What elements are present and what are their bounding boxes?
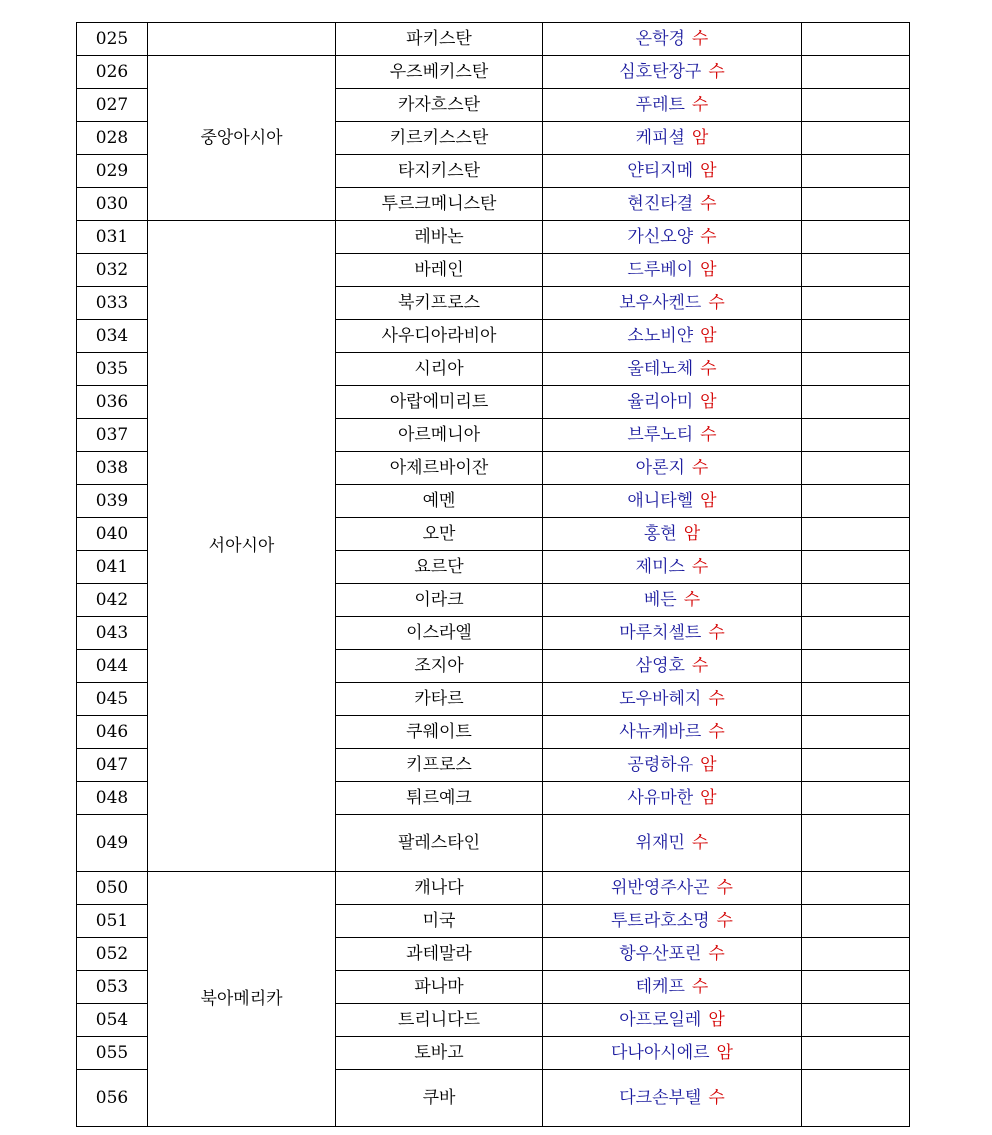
- row-number: 040: [77, 518, 148, 551]
- row-number: 032: [77, 254, 148, 287]
- assigned-name: 테케프: [635, 976, 685, 997]
- gender-suffix: 암: [700, 391, 717, 412]
- assigned-name-cell: [543, 419, 802, 452]
- assigned-name-cell: [543, 872, 802, 905]
- country-cell: 사우디아라비아: [336, 320, 543, 353]
- country-cell: 카자흐스탄: [336, 89, 543, 122]
- row-number: 025: [77, 23, 148, 56]
- assigned-name-cell: [543, 650, 802, 683]
- gender-suffix: 수: [691, 28, 709, 49]
- assigned-name: 울테노체: [627, 358, 694, 379]
- assigned-name-cell: [543, 782, 802, 815]
- assigned-name-cell: [543, 353, 802, 386]
- country-cell: 미국: [336, 905, 543, 938]
- row-number: 048: [77, 782, 148, 815]
- row-number: 027: [77, 89, 148, 122]
- country-cell: 아르메니아: [336, 419, 543, 452]
- country-cell: 파나마: [336, 971, 543, 1004]
- row-number: 035: [77, 353, 148, 386]
- row-number: 052: [77, 938, 148, 971]
- assigned-name: 홍현: [643, 523, 677, 544]
- assigned-name: 소노비얀: [627, 325, 694, 346]
- gender-suffix: 암: [691, 127, 709, 148]
- row-number: 030: [77, 188, 148, 221]
- country-cell: 예멘: [336, 485, 543, 518]
- empty-cell: [802, 584, 910, 617]
- empty-cell: [802, 872, 910, 905]
- gender-suffix: 암: [716, 1042, 733, 1063]
- assigned-name-cell: [543, 485, 802, 518]
- empty-cell: [802, 56, 910, 89]
- country-cell: 투르크메니스탄: [336, 188, 543, 221]
- assigned-name: 아프로일레: [619, 1009, 702, 1030]
- gender-suffix: 수: [708, 1087, 725, 1108]
- assigned-name-cell: [543, 1004, 802, 1037]
- empty-cell: [802, 419, 910, 452]
- assigned-name: 아론지: [635, 457, 685, 478]
- gender-suffix: 암: [683, 523, 701, 544]
- assigned-name: 사유마한: [627, 787, 694, 808]
- row-number: 043: [77, 617, 148, 650]
- empty-cell: [802, 551, 910, 584]
- gender-suffix: 수: [691, 655, 709, 676]
- gender-suffix: 암: [700, 259, 717, 280]
- assigned-name: 온학경: [635, 28, 685, 49]
- empty-cell: [802, 650, 910, 683]
- assigned-name-cell: [543, 254, 802, 287]
- row-number: 037: [77, 419, 148, 452]
- assigned-name: 제미스: [635, 556, 685, 577]
- country-cell: 이스라엘: [336, 617, 543, 650]
- country-name-table: [76, 22, 910, 1127]
- assigned-name: 도우바헤지: [619, 688, 702, 709]
- assigned-name-cell: [543, 749, 802, 782]
- gender-suffix: 수: [691, 457, 709, 478]
- gender-suffix: 수: [708, 721, 725, 742]
- row-number: 045: [77, 683, 148, 716]
- assigned-name: 율리아미: [627, 391, 694, 412]
- empty-cell: [802, 1004, 910, 1037]
- row-number: 036: [77, 386, 148, 419]
- empty-cell: [802, 518, 910, 551]
- empty-cell: [802, 971, 910, 1004]
- assigned-name: 사뉴케바르: [619, 721, 702, 742]
- assigned-name: 공령하유: [627, 754, 694, 775]
- gender-suffix: 암: [700, 325, 717, 346]
- assigned-name-cell: [543, 56, 802, 89]
- country-cell: 트리니다드: [336, 1004, 543, 1037]
- row-number: 044: [77, 650, 148, 683]
- country-cell: 토바고: [336, 1037, 543, 1070]
- assigned-name: 가신오양: [627, 226, 694, 247]
- country-cell: 쿠바: [336, 1070, 543, 1127]
- empty-cell: [802, 815, 910, 872]
- country-cell: 캐나다: [336, 872, 543, 905]
- region-cell: [148, 23, 336, 56]
- assigned-name-cell: [543, 89, 802, 122]
- assigned-name-cell: [543, 905, 802, 938]
- assigned-name: 항우산포린: [619, 943, 702, 964]
- assigned-name: 심호탄장구: [619, 61, 702, 82]
- assigned-name-cell: [543, 221, 802, 254]
- row-number: 038: [77, 452, 148, 485]
- region-cell: 중앙아시아: [148, 56, 336, 221]
- assigned-name: 마루치셀트: [619, 622, 702, 643]
- gender-suffix: 수: [700, 358, 717, 379]
- gender-suffix: 수: [691, 556, 709, 577]
- empty-cell: [802, 89, 910, 122]
- country-cell: 북키프로스: [336, 287, 543, 320]
- gender-suffix: 수: [683, 589, 701, 610]
- assigned-name-cell: [543, 938, 802, 971]
- assigned-name-cell: [543, 386, 802, 419]
- assigned-name: 위반영주사곤: [611, 877, 710, 898]
- country-cell: 조지아: [336, 650, 543, 683]
- gender-suffix: 수: [691, 832, 709, 853]
- country-cell: 시리아: [336, 353, 543, 386]
- row-number: 055: [77, 1037, 148, 1070]
- assigned-name: 얀티지메: [627, 160, 694, 181]
- region-cell: 서아시아: [148, 221, 336, 872]
- country-cell: 팔레스타인: [336, 815, 543, 872]
- table-row: [77, 56, 910, 89]
- gender-suffix: 암: [700, 160, 717, 181]
- row-number: 054: [77, 1004, 148, 1037]
- assigned-name: 브루노티: [627, 424, 694, 445]
- assigned-name: 다나아시에르: [611, 1042, 710, 1063]
- row-number: 050: [77, 872, 148, 905]
- country-cell: 우즈베키스탄: [336, 56, 543, 89]
- assigned-name-cell: [543, 23, 802, 56]
- table-row: [77, 221, 910, 254]
- empty-cell: [802, 254, 910, 287]
- assigned-name: 삼영호: [635, 655, 685, 676]
- gender-suffix: 암: [700, 490, 717, 511]
- row-number: 039: [77, 485, 148, 518]
- gender-suffix: 수: [700, 424, 717, 445]
- assigned-name-cell: [543, 287, 802, 320]
- assigned-name-cell: [543, 1037, 802, 1070]
- row-number: 046: [77, 716, 148, 749]
- gender-suffix: 수: [708, 688, 725, 709]
- row-number: 051: [77, 905, 148, 938]
- country-cell: 과테말라: [336, 938, 543, 971]
- row-number: 031: [77, 221, 148, 254]
- row-number: 042: [77, 584, 148, 617]
- country-cell: 키프로스: [336, 749, 543, 782]
- empty-cell: [802, 1070, 910, 1127]
- row-number: 029: [77, 155, 148, 188]
- gender-suffix: 수: [708, 622, 725, 643]
- assigned-name-cell: [543, 1070, 802, 1127]
- assigned-name: 보우사켄드: [619, 292, 702, 313]
- assigned-name-cell: [543, 122, 802, 155]
- gender-suffix: 암: [708, 1009, 725, 1030]
- country-cell: 바레인: [336, 254, 543, 287]
- assigned-name-cell: [543, 815, 802, 872]
- assigned-name-cell: [543, 971, 802, 1004]
- gender-suffix: 수: [708, 292, 725, 313]
- empty-cell: [802, 353, 910, 386]
- gender-suffix: 수: [691, 94, 709, 115]
- assigned-name-cell: [543, 551, 802, 584]
- assigned-name: 위재민: [635, 832, 685, 853]
- empty-cell: [802, 905, 910, 938]
- empty-cell: [802, 122, 910, 155]
- table-row: [77, 23, 910, 56]
- assigned-name-cell: [543, 584, 802, 617]
- assigned-name: 드루베이: [627, 259, 694, 280]
- table-row: [77, 872, 910, 905]
- assigned-name-cell: [543, 683, 802, 716]
- empty-cell: [802, 485, 910, 518]
- country-cell: 튀르예크: [336, 782, 543, 815]
- assigned-name: 푸레트: [635, 94, 685, 115]
- country-cell: 아제르바이잔: [336, 452, 543, 485]
- country-cell: 쿠웨이트: [336, 716, 543, 749]
- assigned-name-cell: [543, 716, 802, 749]
- assigned-name-cell: [543, 452, 802, 485]
- assigned-name-cell: [543, 617, 802, 650]
- table-body: [77, 23, 910, 1127]
- country-cell: 파키스탄: [336, 23, 543, 56]
- country-cell: 아랍에미리트: [336, 386, 543, 419]
- row-number: 047: [77, 749, 148, 782]
- gender-suffix: 수: [700, 226, 717, 247]
- assigned-name: 케피셜: [635, 127, 685, 148]
- empty-cell: [802, 617, 910, 650]
- assigned-name-cell: [543, 155, 802, 188]
- assigned-name-cell: [543, 320, 802, 353]
- gender-suffix: 수: [691, 976, 709, 997]
- gender-suffix: 수: [716, 910, 733, 931]
- country-cell: 타지키스탄: [336, 155, 543, 188]
- assigned-name: 애니타헬: [627, 490, 694, 511]
- row-number: 056: [77, 1070, 148, 1127]
- empty-cell: [802, 155, 910, 188]
- assigned-name: 투트라호소명: [611, 910, 710, 931]
- empty-cell: [802, 188, 910, 221]
- country-cell: 키르키스스탄: [336, 122, 543, 155]
- row-number: 034: [77, 320, 148, 353]
- empty-cell: [802, 683, 910, 716]
- empty-cell: [802, 320, 910, 353]
- empty-cell: [802, 1037, 910, 1070]
- row-number: 033: [77, 287, 148, 320]
- row-number: 026: [77, 56, 148, 89]
- region-cell: 북아메리카: [148, 872, 336, 1127]
- row-number: 053: [77, 971, 148, 1004]
- empty-cell: [802, 782, 910, 815]
- country-cell: 오만: [336, 518, 543, 551]
- empty-cell: [802, 386, 910, 419]
- gender-suffix: 수: [700, 193, 717, 214]
- row-number: 041: [77, 551, 148, 584]
- gender-suffix: 수: [708, 943, 725, 964]
- empty-cell: [802, 452, 910, 485]
- country-cell: 레바논: [336, 221, 543, 254]
- assigned-name: 베든: [643, 589, 677, 610]
- row-number: 028: [77, 122, 148, 155]
- empty-cell: [802, 221, 910, 254]
- empty-cell: [802, 23, 910, 56]
- gender-suffix: 수: [708, 61, 725, 82]
- assigned-name-cell: [543, 188, 802, 221]
- gender-suffix: 수: [716, 877, 733, 898]
- empty-cell: [802, 749, 910, 782]
- empty-cell: [802, 287, 910, 320]
- assigned-name-cell: [543, 518, 802, 551]
- assigned-name: 다크손부텔: [619, 1087, 702, 1108]
- country-cell: 카타르: [336, 683, 543, 716]
- country-cell: 이라크: [336, 584, 543, 617]
- assigned-name: 현진타결: [627, 193, 694, 214]
- gender-suffix: 암: [700, 787, 717, 808]
- empty-cell: [802, 716, 910, 749]
- country-cell: 요르단: [336, 551, 543, 584]
- empty-cell: [802, 938, 910, 971]
- row-number: 049: [77, 815, 148, 872]
- gender-suffix: 암: [700, 754, 717, 775]
